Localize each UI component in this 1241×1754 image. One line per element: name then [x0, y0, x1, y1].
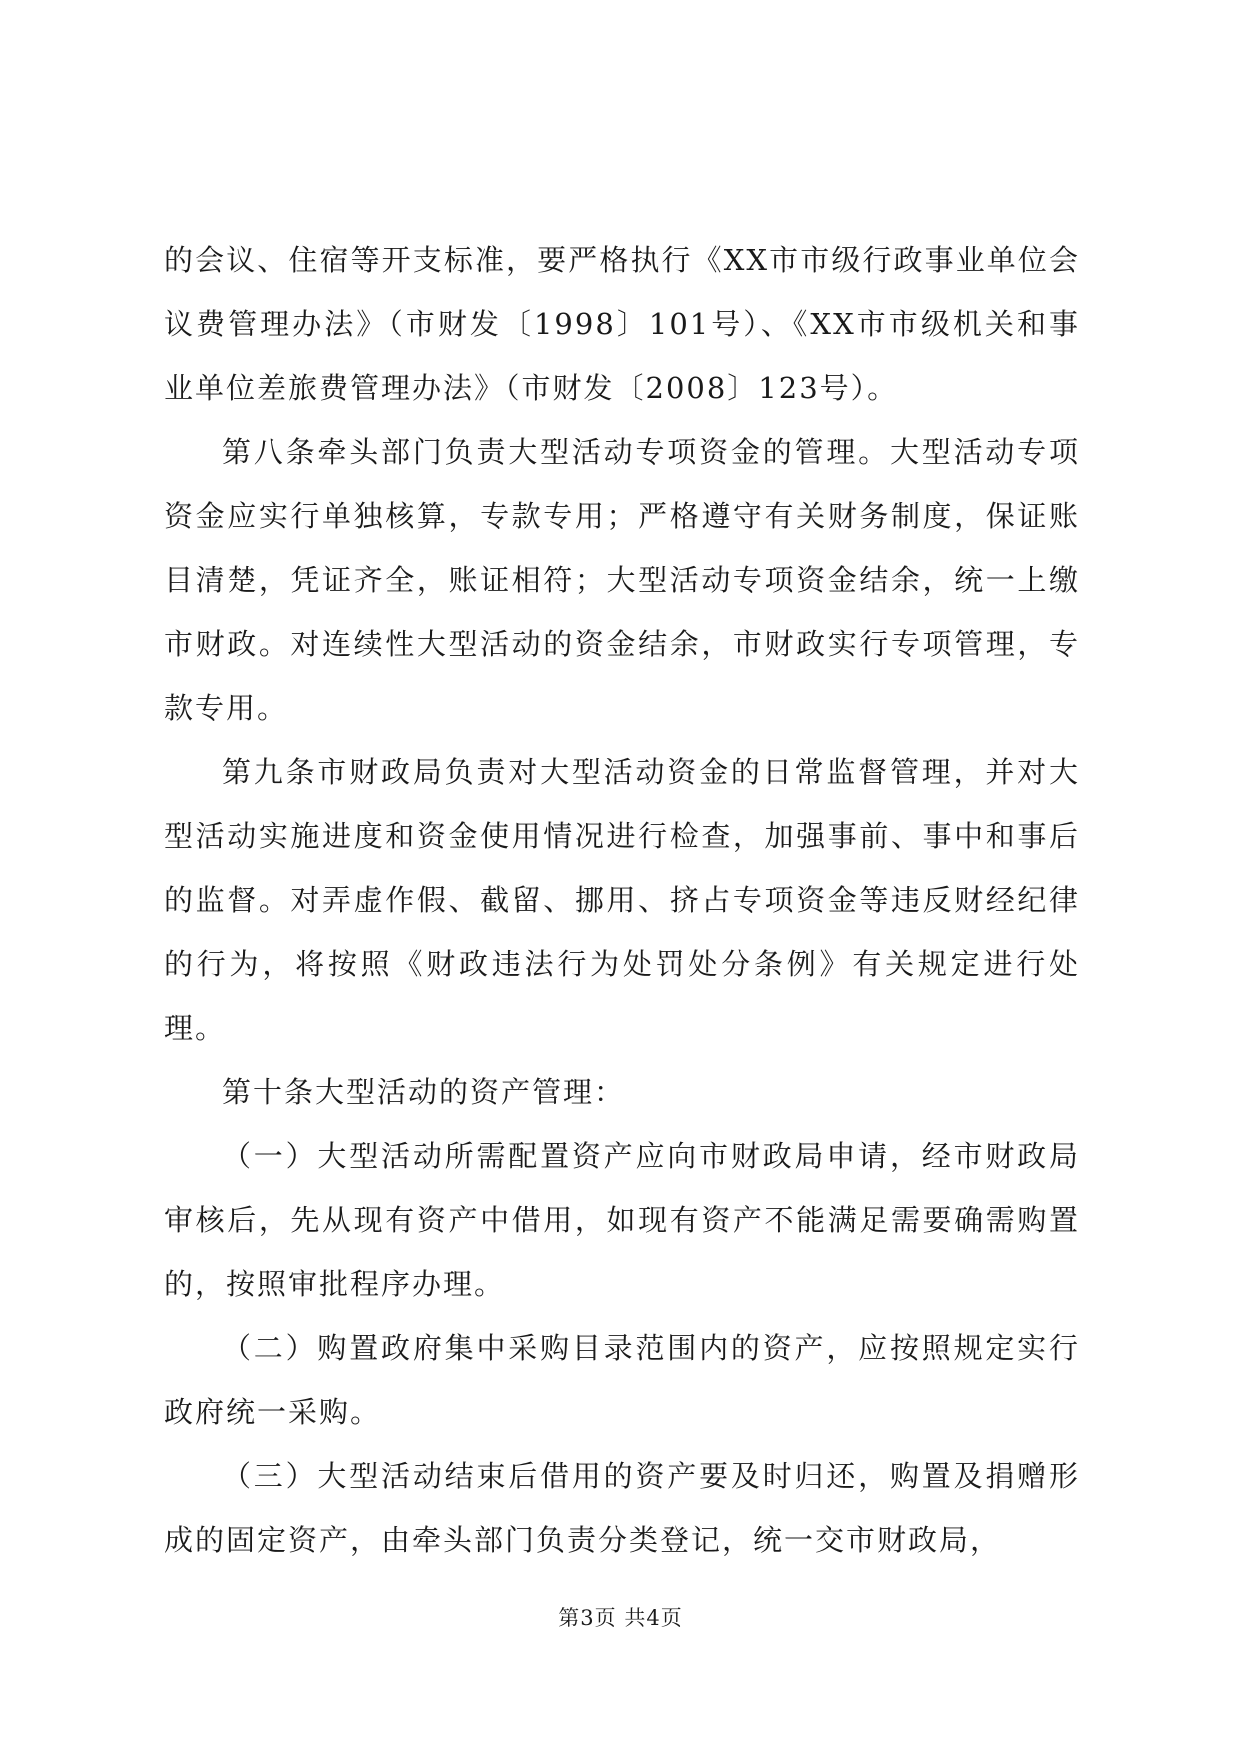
- paragraph-article-8: 第八条牵头部门负责大型活动专项资金的管理。大型活动专项资金应实行单独核算，专款专用；严格遵守有关财务制度，保证账目清楚，凭证齐全，账证相符；大型活动专项资金结余，统一上缴市财政。对连续性大型活动的资金结余，市财政实行专项管理，专款专用。: [164, 435, 1080, 725]
- paragraph-item-1: （一）大型活动所需配置资产应向市财政局申请，经市财政局审核后，先从现有资产中借用，如现有资产不能满足需要确需购置的，按照审批程序办理。: [164, 1139, 1080, 1301]
- paragraph-article-9: 第九条市财政局负责对大型活动资金的日常监督管理，并对大型活动实施进度和资金使用情况进行检查，加强事前、事中和事后的监督。对弄虚作假、截留、挪用、挤占专项资金等违反财经纪律的行为，将按照《财政违法行为处罚处分条例》有关规定进行处理。: [164, 755, 1080, 1045]
- paragraph-item-2: （二）购置政府集中采购目录范围内的资产，应按照规定实行政府统一采购。: [164, 1331, 1080, 1429]
- document-body: [164, 228, 1080, 1572]
- paragraph-item-3: （三）大型活动结束后借用的资产要及时归还，购置及捐赠形成的固定资产，由牵头部门负责分类登记，统一交市财政局，: [164, 1459, 1080, 1557]
- page-number-footer: 第3页 共4页: [558, 1606, 683, 1630]
- paragraph-article-10: 第十条大型活动的资产管理：: [222, 1075, 626, 1109]
- paragraph-continuation: 的会议、住宿等开支标准，要严格执行《XX市市级行政事业单位会议费管理办法》（市财发〔1998〕101号）、《XX市市级机关和事业单位差旅费管理办法》（市财发〔2008〕123号）。: [164, 243, 1080, 405]
